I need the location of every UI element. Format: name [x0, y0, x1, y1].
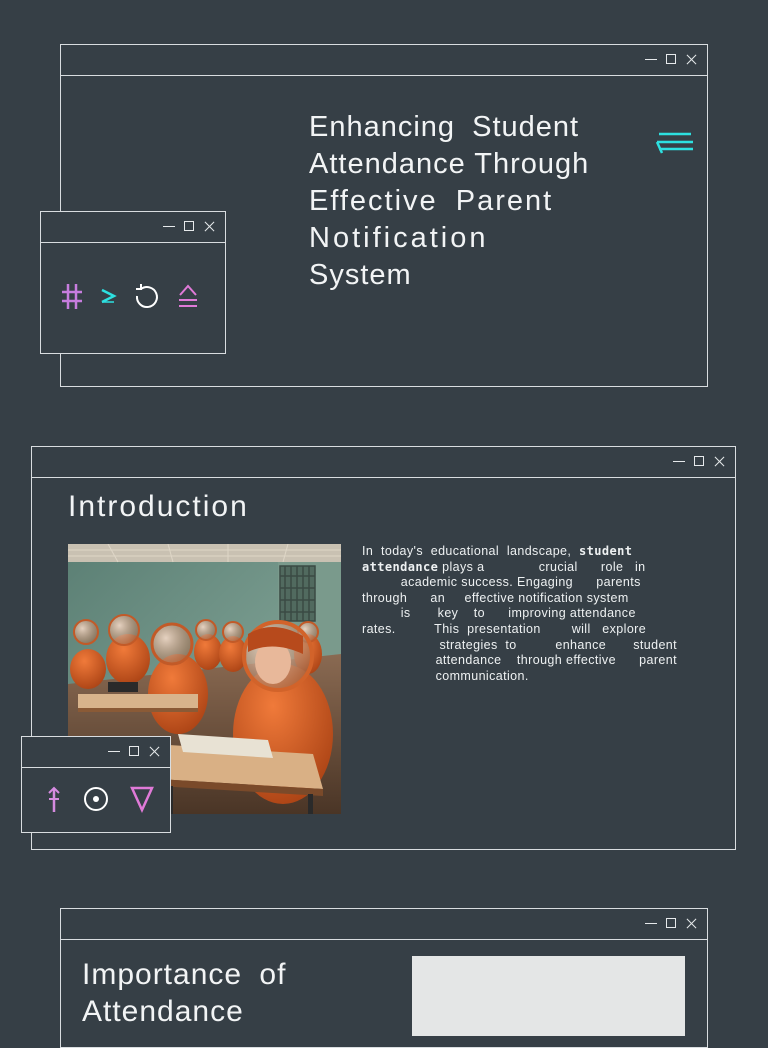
minimize-icon[interactable] [673, 455, 685, 467]
maximize-icon[interactable] [665, 53, 677, 65]
paragraph-line: through an effective notification system [362, 590, 629, 605]
maximize-icon[interactable] [128, 745, 140, 757]
title-line: Effective Parent [309, 185, 554, 217]
maximize-icon[interactable] [693, 455, 705, 467]
paragraph-line: academic success. Engaging parents [362, 575, 641, 590]
introduction-paragraph [362, 544, 702, 684]
minimize-icon[interactable] [108, 745, 120, 757]
close-icon[interactable] [713, 455, 725, 467]
window-titlebar [61, 909, 707, 940]
window-titlebar [32, 447, 735, 478]
close-icon[interactable] [148, 745, 160, 757]
nabla-triangle-icon [130, 785, 154, 818]
window-titlebar [22, 737, 170, 768]
paragraph-line: attendance plays a crucial role in [362, 559, 646, 574]
paragraph-line: rates. This presentation will explore [362, 621, 647, 636]
hash-icon [61, 282, 83, 315]
heading-line: Attendance [82, 995, 244, 1028]
minimize-icon[interactable] [645, 917, 657, 929]
title-line: Enhancing Student [309, 111, 580, 143]
paragraph-line: strategies to enhance student [362, 637, 678, 652]
window-titlebar [61, 45, 707, 76]
menu-lines-icon[interactable] [655, 130, 695, 156]
icon-window-2 [21, 736, 171, 833]
paragraph-line: communication. [362, 668, 529, 683]
title-line: Attendance Through [309, 148, 590, 180]
close-icon[interactable] [685, 917, 697, 929]
slide-image-placeholder [412, 956, 685, 1036]
maximize-icon[interactable] [183, 220, 195, 232]
heading-line: Importance of [82, 958, 287, 991]
close-icon[interactable] [203, 220, 215, 232]
slide-title [309, 109, 609, 294]
paragraph-line: attendance through effective parent [362, 653, 678, 668]
dagger-arrow-icon [46, 785, 62, 818]
target-circle-icon [82, 785, 110, 818]
refresh-icon [133, 282, 161, 315]
paragraph-line: In today's educational landscape, student [362, 544, 633, 558]
title-line: Notification [309, 222, 489, 254]
icon-window-1 [40, 211, 226, 354]
close-icon[interactable] [685, 53, 697, 65]
maximize-icon[interactable] [665, 917, 677, 929]
minimize-icon[interactable] [645, 53, 657, 65]
paragraph-line: is key to improving attendance [362, 606, 636, 621]
window-titlebar [41, 212, 225, 243]
introduction-heading: Introduction [68, 490, 249, 523]
title-line: System [309, 259, 412, 291]
eject-icon [177, 283, 199, 314]
chevron-right-icon [99, 286, 117, 311]
importance-heading [82, 956, 286, 1030]
minimize-icon[interactable] [163, 220, 175, 232]
